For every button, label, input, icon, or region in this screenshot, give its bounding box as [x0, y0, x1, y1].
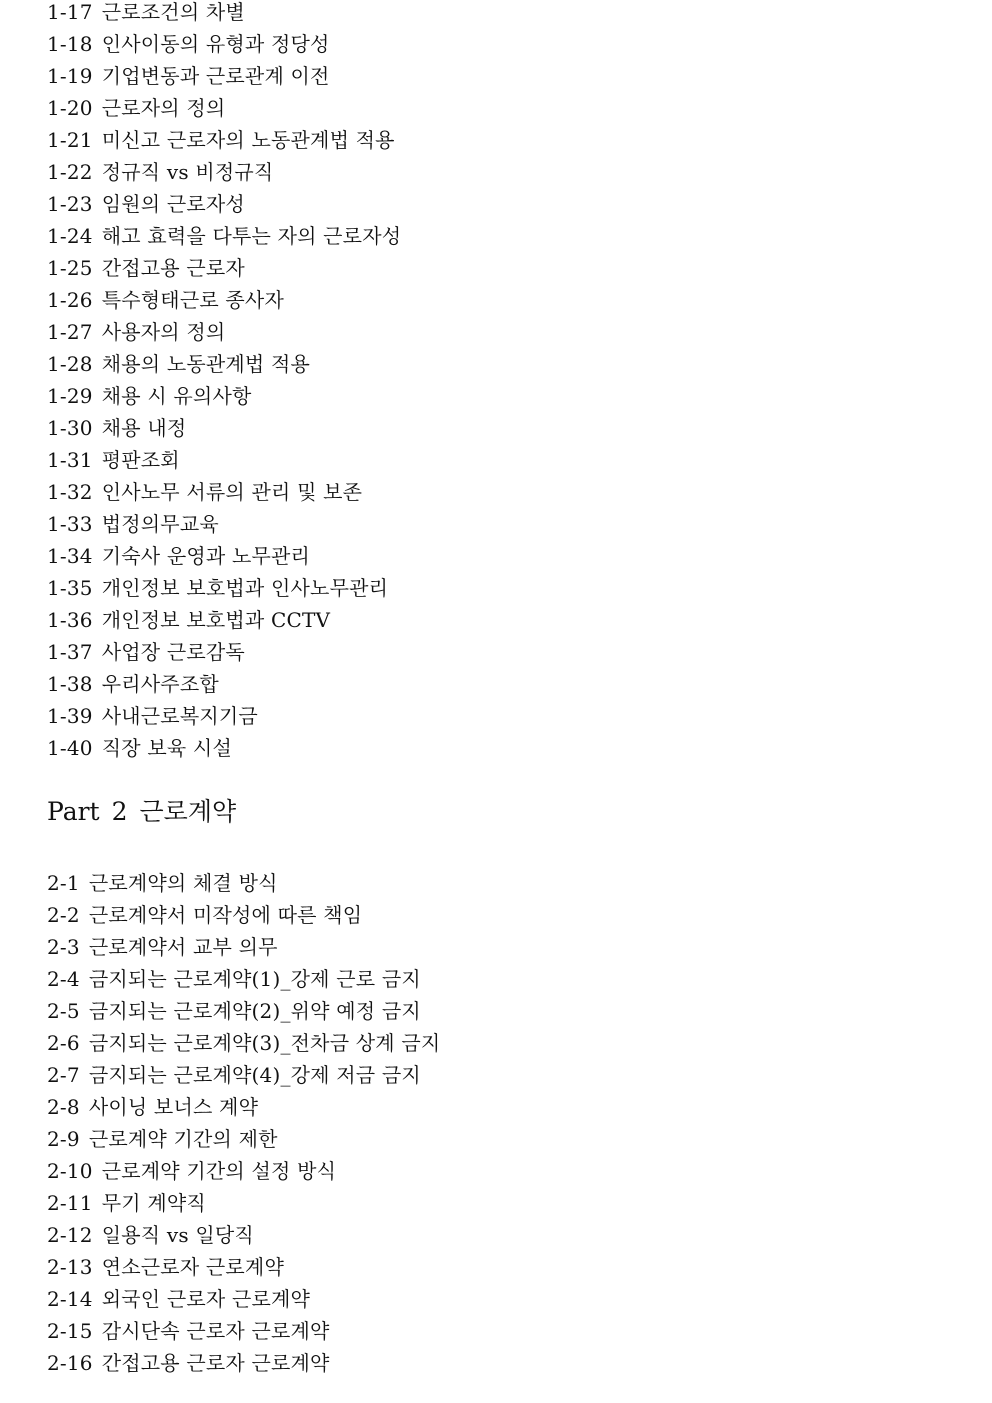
toc-entry-number: 1-31 [47, 448, 93, 472]
toc-entry-title: 금지되는 근로계약(4)_강제 저금 금지 [88, 1063, 421, 1087]
toc-entry-title: 금지되는 근로계약(1)_강제 근로 금지 [88, 967, 421, 991]
toc-list-part1 [47, 0, 401, 768]
toc-entry[interactable] [47, 384, 401, 416]
toc-entry-number: 1-17 [47, 0, 93, 24]
toc-entry-number: 2-2 [47, 903, 80, 927]
toc-entry-number: 1-25 [47, 256, 93, 280]
toc-entry-title: 감시단속 근로자 근로계약 [101, 1319, 330, 1343]
toc-entry[interactable] [47, 512, 401, 544]
toc-entry-number: 2-14 [47, 1287, 93, 1311]
toc-entry-title: 금지되는 근로계약(2)_위약 예정 금지 [88, 999, 421, 1023]
toc-entry[interactable] [47, 903, 440, 935]
toc-entry-title: 직장 보육 시설 [101, 736, 232, 760]
toc-entry-title: 개인정보 보호법과 CCTV [101, 608, 331, 632]
toc-entry-number: 2-1 [47, 871, 80, 895]
toc-entry[interactable] [47, 1159, 440, 1191]
toc-entry-number: 2-10 [47, 1159, 93, 1183]
toc-entry[interactable] [47, 576, 401, 608]
toc-entry[interactable] [47, 1319, 440, 1351]
toc-entry-number: 1-28 [47, 352, 93, 376]
toc-entry-title: 근로조건의 차별 [101, 0, 245, 24]
toc-entry-title: 특수형태근로 종사자 [101, 288, 284, 312]
part-heading [47, 797, 236, 827]
toc-entry-title: 근로계약서 교부 의무 [88, 935, 278, 959]
toc-entry-title: 임원의 근로자성 [101, 192, 245, 216]
toc-entry[interactable] [47, 0, 401, 32]
toc-entry[interactable] [47, 1095, 440, 1127]
toc-entry-number: 2-8 [47, 1095, 80, 1119]
toc-entry-number: 1-19 [47, 64, 93, 88]
toc-entry[interactable] [47, 416, 401, 448]
toc-entry-number: 1-37 [47, 640, 93, 664]
toc-entry-title: 기업변동과 근로관계 이전 [101, 64, 330, 88]
part-label: Part [47, 797, 100, 826]
toc-entry-number: 1-30 [47, 416, 93, 440]
toc-entry-title: 외국인 근로자 근로계약 [101, 1287, 311, 1311]
toc-entry-title: 연소근로자 근로계약 [101, 1255, 284, 1279]
toc-entry-number: 1-32 [47, 480, 93, 504]
toc-entry[interactable] [47, 1223, 440, 1255]
toc-entry-number: 2-3 [47, 935, 80, 959]
toc-entry-number: 2-13 [47, 1255, 93, 1279]
toc-entry-number: 2-4 [47, 967, 80, 991]
toc-entry-number: 1-29 [47, 384, 93, 408]
toc-entry-title: 사용자의 정의 [101, 320, 226, 344]
toc-entry[interactable] [47, 448, 401, 480]
toc-list-part2 [47, 871, 440, 1383]
toc-entry-title: 채용 내정 [101, 416, 187, 440]
toc-entry[interactable] [47, 128, 401, 160]
toc-entry-title: 근로계약서 미작성에 따른 책임 [88, 903, 363, 927]
toc-entry-title: 우리사주조합 [101, 672, 219, 696]
toc-entry-number: 1-39 [47, 704, 93, 728]
toc-entry-number: 1-26 [47, 288, 93, 312]
toc-entry-number: 2-5 [47, 999, 80, 1023]
toc-entry-title: 근로계약 기간의 설정 방식 [101, 1159, 337, 1183]
toc-entry-number: 2-9 [47, 1127, 80, 1151]
toc-entry[interactable] [47, 1255, 440, 1287]
toc-entry[interactable] [47, 1191, 440, 1223]
toc-entry[interactable] [47, 1063, 440, 1095]
toc-entry[interactable] [47, 1287, 440, 1319]
toc-entry[interactable] [47, 672, 401, 704]
toc-entry-number: 2-16 [47, 1351, 93, 1375]
toc-entry-number: 1-35 [47, 576, 93, 600]
toc-entry-number: 1-21 [47, 128, 93, 152]
part-number: 2 [111, 797, 128, 826]
toc-entry-number: 1-27 [47, 320, 93, 344]
toc-entry-number: 1-23 [47, 192, 93, 216]
toc-entry[interactable] [47, 608, 401, 640]
toc-entry[interactable] [47, 320, 401, 352]
toc-entry-title: 일용직 vs 일당직 [101, 1223, 254, 1247]
toc-entry-title: 근로계약 기간의 제한 [88, 1127, 278, 1151]
toc-entry-number: 2-6 [47, 1031, 80, 1055]
toc-entry-title: 근로자의 정의 [101, 96, 226, 120]
toc-entry[interactable] [47, 256, 401, 288]
toc-entry[interactable] [47, 640, 401, 672]
toc-entry-number: 1-34 [47, 544, 93, 568]
toc-entry-title: 사업장 근로감독 [101, 640, 245, 664]
toc-entry[interactable] [47, 352, 401, 384]
toc-entry[interactable] [47, 935, 440, 967]
toc-entry-title: 개인정보 보호법과 인사노무관리 [101, 576, 389, 600]
toc-entry[interactable] [47, 704, 401, 736]
toc-entry-title: 사이닝 보너스 계약 [88, 1095, 259, 1119]
toc-entry[interactable] [47, 288, 401, 320]
toc-entry[interactable] [47, 192, 401, 224]
toc-entry-title: 인사이동의 유형과 정당성 [101, 32, 330, 56]
toc-entry[interactable] [47, 1031, 440, 1063]
toc-entry[interactable] [47, 544, 401, 576]
toc-entry-title: 평판조회 [101, 448, 180, 472]
toc-entry[interactable] [47, 1127, 440, 1159]
toc-entry[interactable] [47, 871, 440, 903]
toc-entry-number: 1-40 [47, 736, 93, 760]
toc-entry-number: 2-7 [47, 1063, 80, 1087]
toc-entry[interactable] [47, 32, 401, 64]
toc-entry[interactable] [47, 1351, 440, 1383]
toc-entry-number: 1-33 [47, 512, 93, 536]
toc-entry-title: 인사노무 서류의 관리 및 보존 [101, 480, 363, 504]
toc-entry-number: 2-11 [47, 1191, 93, 1215]
toc-entry-number: 2-15 [47, 1319, 93, 1343]
toc-entry-number: 1-18 [47, 32, 93, 56]
toc-entry-title: 금지되는 근로계약(3)_전차금 상계 금지 [88, 1031, 441, 1055]
toc-entry-title: 근로계약의 체결 방식 [88, 871, 278, 895]
toc-entry-title: 무기 계약직 [101, 1191, 206, 1215]
toc-entry[interactable] [47, 480, 401, 512]
toc-entry-title: 간접고용 근로자 근로계약 [101, 1351, 330, 1375]
toc-entry-title: 법정의무교육 [101, 512, 219, 536]
toc-entry-title: 기숙사 운영과 노무관리 [101, 544, 311, 568]
toc-entry-number: 1-24 [47, 224, 93, 248]
toc-entry-title: 채용 시 유의사항 [101, 384, 252, 408]
toc-entry[interactable] [47, 999, 440, 1031]
toc-entry[interactable] [47, 64, 401, 96]
toc-entry-number: 1-38 [47, 672, 93, 696]
toc-entry[interactable] [47, 736, 401, 768]
toc-entry-number: 2-12 [47, 1223, 93, 1247]
toc-entry-title: 간접고용 근로자 [101, 256, 245, 280]
toc-entry[interactable] [47, 224, 401, 256]
toc-entry-number: 1-22 [47, 160, 93, 184]
toc-entry-title: 정규직 vs 비정규직 [101, 160, 274, 184]
toc-entry-title: 미신고 근로자의 노동관계법 적용 [101, 128, 395, 152]
part-title: 근로계약 [139, 797, 237, 826]
toc-entry-title: 채용의 노동관계법 적용 [101, 352, 311, 376]
toc-entry[interactable] [47, 967, 440, 999]
toc-entry-number: 1-36 [47, 608, 93, 632]
toc-entry[interactable] [47, 160, 401, 192]
toc-entry-title: 사내근로복지기금 [101, 704, 258, 728]
toc-entry-title: 해고 효력을 다투는 자의 근로자성 [101, 224, 402, 248]
toc-entry[interactable] [47, 96, 401, 128]
toc-entry-number: 1-20 [47, 96, 93, 120]
